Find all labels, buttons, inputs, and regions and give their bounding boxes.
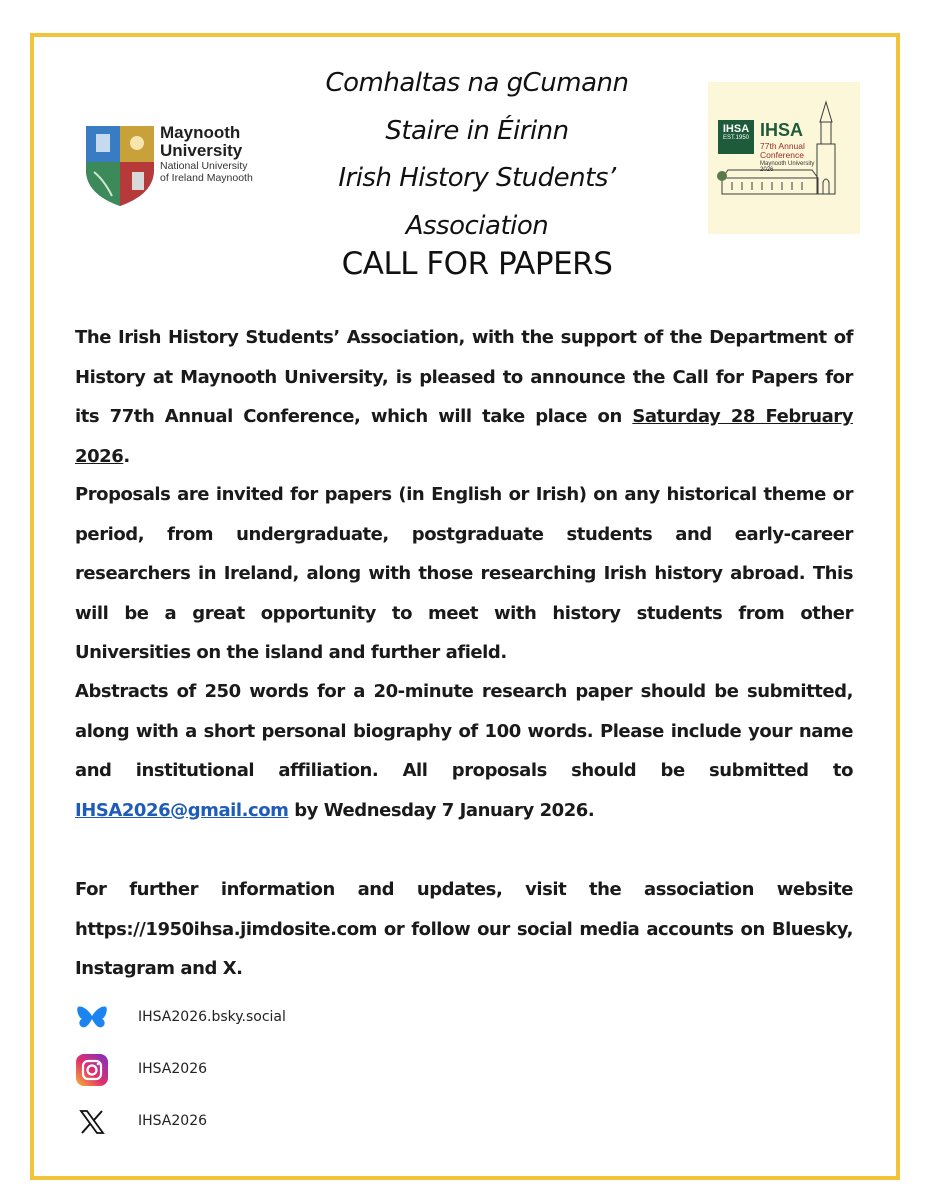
p1-end: . (123, 445, 130, 467)
maynooth-sub-1: National University (160, 159, 248, 172)
instagram-icon (75, 1053, 109, 1087)
conference-date: Saturday 28 February 2026 (75, 406, 853, 467)
association-heading (280, 60, 674, 250)
ihsa-line-4: 2026 (760, 167, 774, 174)
heading-line-1: Comhaltas na gCumann (325, 68, 629, 98)
p3-text-b: by Wednesday 7 January 2026. (288, 799, 595, 821)
email-link[interactable]: IHSA2026@gmail.com (75, 799, 289, 821)
ihsa-badge-text: IHSA (722, 123, 750, 135)
ihsa-line-1: 77th Annual (760, 141, 805, 151)
maynooth-wordmark (160, 124, 262, 185)
ihsa-line-3: Maynooth University (760, 160, 815, 167)
paragraph-proposals: Proposals are invited for papers (in English or Irish) on any historical theme or period, from undergraduate, postgraduate students and early-career researchers in Ireland, along with those researching Irish history abroad. This will be a great opportunity to meet with history students from other Universities on the island and further afield. (75, 484, 853, 663)
ihsa-subtitle (760, 142, 814, 174)
maynooth-crest-icon (82, 110, 162, 210)
heading-line-4: Association (405, 210, 549, 241)
ihsa-badge (718, 120, 754, 154)
x-icon (75, 1105, 109, 1139)
maynooth-name: Maynooth University (160, 123, 243, 160)
ihsa-line-2: Conference (760, 150, 804, 161)
ihsa-conference-logo (708, 82, 860, 234)
ihsa-badge-est: EST.1950 (722, 135, 750, 142)
p1-text: The Irish History Students’ Association, with the support of the Department of History at Maynooth University, is pleased to announce the Call for Papers for its 77th Annual Conference, which will take place on (75, 327, 853, 427)
heading-line-3: Irish History Students’ (338, 163, 616, 193)
x-handle: IHSA2026 (138, 1113, 208, 1129)
call-for-papers-title: CALL FOR PAPERS (341, 246, 613, 282)
paragraph-abstracts (75, 672, 853, 830)
paragraph-announcement (75, 318, 853, 476)
ihsa-title: IHSA (760, 120, 804, 140)
heading-line-2: Staire in Éirinn (385, 115, 569, 146)
instagram-handle: IHSA2026 (138, 1061, 208, 1077)
maynooth-university-logo (82, 110, 262, 210)
paragraph-further-info: For further information and updates, visit the association website https://1950ihsa.jimdosite.com or follow our social media accounts on Bluesky, Instagram and X. (75, 879, 853, 979)
bluesky-butterfly-icon (75, 1001, 109, 1035)
bluesky-handle: IHSA2026.bsky.social (138, 1009, 286, 1025)
p3-text-a: Abstracts of 250 words for a 20-minute research paper should be submitted, along with a short personal biography of 100 words. Please include your name and institutional affiliation. All proposals should be submitted to (75, 681, 853, 781)
maynooth-sub-2: of Ireland Maynooth (160, 172, 253, 185)
